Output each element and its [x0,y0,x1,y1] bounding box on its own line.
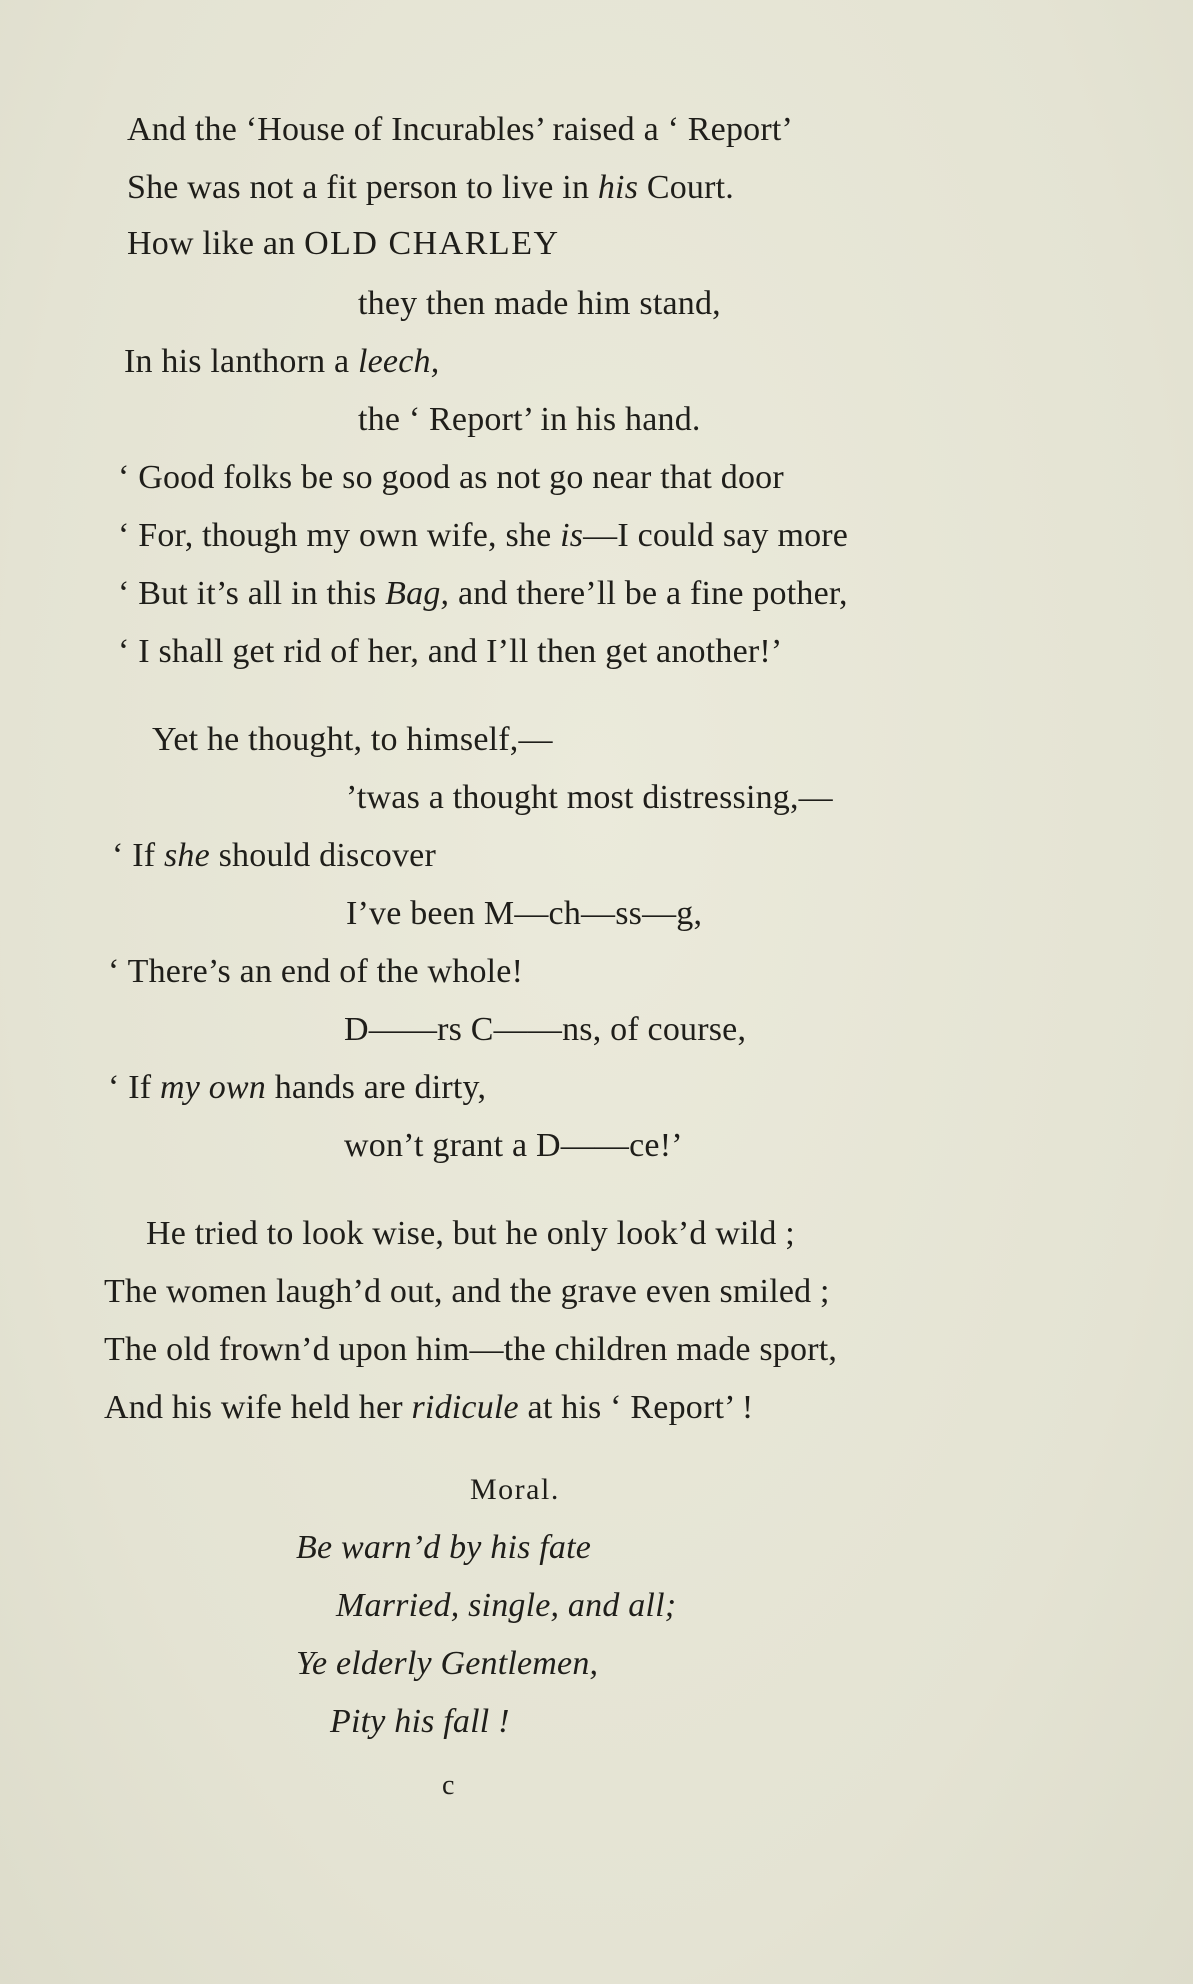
italic-text: Bag, [385,575,450,612]
line-text: Court. [638,169,734,206]
moral-heading [470,1470,560,1510]
line-text: ‘ For, though my own wife, she [118,517,561,554]
line-text: D——rs C——ns, of course, [344,1011,747,1048]
line-text: How like an [127,225,305,262]
poem-line [108,1068,486,1108]
poem-line [124,342,439,382]
line-text: ’twas a thought most distressing,— [346,779,833,816]
italic-text: my own [159,1069,266,1106]
poem-line [344,1010,746,1050]
poem-line [112,836,436,876]
moral-line [336,1586,676,1626]
line-text: they then made him stand, [358,285,721,322]
poem-line [104,1330,837,1370]
poem-line [127,110,793,150]
poem-line [346,778,833,818]
poem-line [152,720,553,760]
poem-line [104,1388,753,1428]
poem-line [127,224,560,264]
italic-text: is [560,517,584,554]
italic-text: ridicule [411,1389,519,1426]
line-text: and there’ll be a fine pother, [449,575,848,612]
line-text: at his ‘ Report’ ! [518,1389,754,1426]
line-text: Yet he thought, to himself,— [152,721,553,758]
italic-text: leech, [358,343,440,380]
line-text: ‘ But it’s all in this [118,575,386,612]
moral-line [296,1644,598,1684]
poem-line [127,168,734,208]
poem-line [118,516,848,556]
poem-line [346,894,702,934]
signature-mark [442,1766,455,1806]
italic-text: Pity his fall ! [330,1703,510,1740]
heading-text: Moral. [470,1473,560,1506]
poem-line [118,574,848,614]
poem-line [146,1214,795,1254]
poem-line [118,458,784,498]
line-text: ‘ If [112,837,164,874]
line-text: I’ve been M—ch—ss—g, [346,895,703,932]
poem-line [344,1126,683,1166]
line-text: won’t grant a D——ce!’ [344,1127,683,1164]
line-text: hands are dirty, [266,1069,487,1106]
line-text: ‘ I shall get rid of her, and I’ll then get another!’ [118,633,783,670]
italic-text: Married, single, and all; [336,1587,677,1624]
moral-line [330,1702,510,1742]
moral-line [296,1528,591,1568]
poem-line [358,400,701,440]
line-text: The women laugh’d out, and the grave even smiled ; [104,1273,830,1310]
line-text: —I could say more [583,517,849,554]
line-text: In his lanthorn a [124,343,358,380]
line-text: The old frown’d upon him—the children made sport, [104,1331,838,1368]
line-text: He tried to look wise, but he only look’d wild ; [146,1215,795,1252]
line-text: the ‘ Report’ in his hand. [358,401,701,438]
line-text: And the ‘House of Incurables’ raised a ‘ Report’ [127,111,794,148]
italic-text: his [597,169,639,206]
italic-text: Ye elderly Gentlemen, [296,1645,599,1682]
signature-text: c [442,1770,455,1801]
poem-line [104,1272,830,1312]
poem-line [118,632,782,672]
line-text: ‘ There’s an end of the whole! [108,953,524,990]
line-text: And his wife held her [104,1389,412,1426]
italic-text: Be warn’d by his fate [296,1529,592,1566]
poem-line [108,952,523,992]
line-text: ‘ If [108,1069,160,1106]
line-text: ‘ Good folks be so good as not go near that door [118,459,784,496]
poem-line [358,284,721,324]
caps-text: OLD CHARLEY [304,225,560,262]
line-text: She was not a fit person to live in [127,169,598,206]
line-text: should discover [209,837,436,874]
italic-text: she [163,837,210,874]
